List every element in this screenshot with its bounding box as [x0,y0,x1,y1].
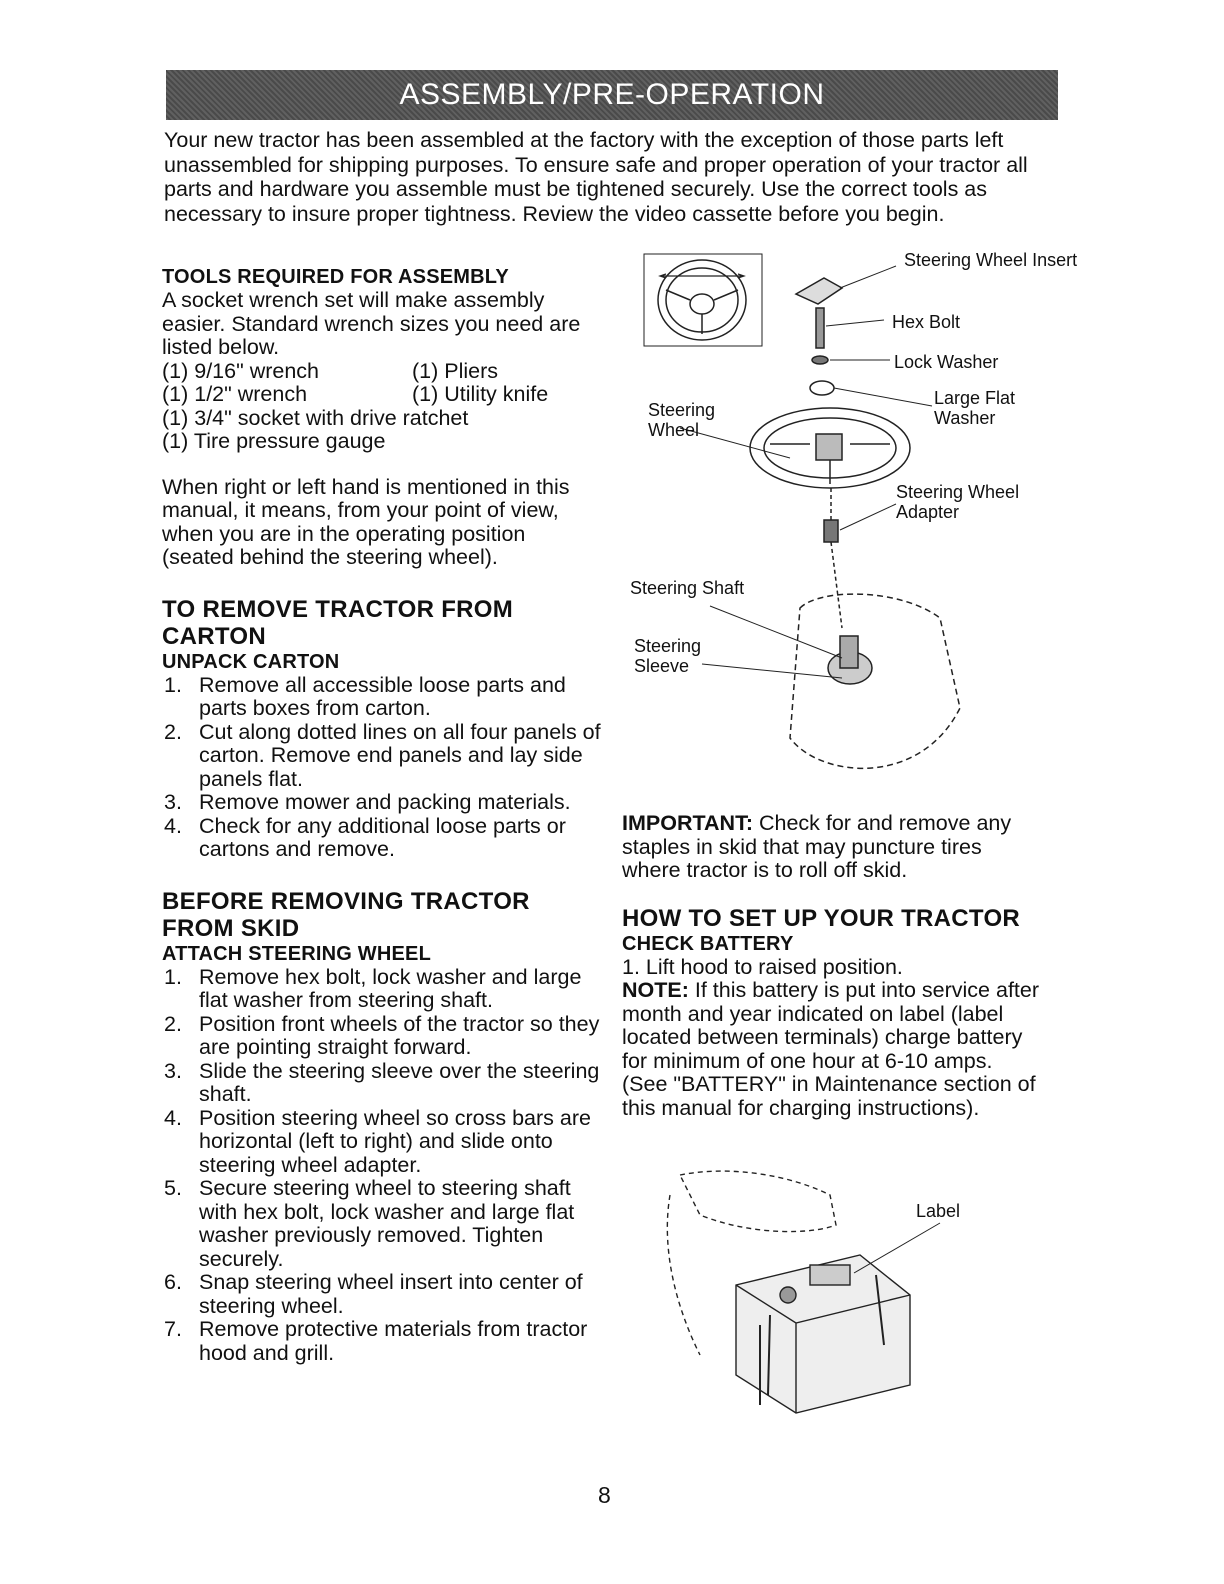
unpack-steps [162,674,602,862]
section-banner [166,70,1058,120]
label-flat-washer: Large Flat Washer [934,388,1016,428]
tool-item: (1) 9/16" wrench [162,358,320,383]
label-adapter: Steering Wheel Adapter [896,482,1020,522]
list-item: 7. Remove protective materials from tractor hood and grill. [164,1317,588,1365]
list-item: 6. Snap steering wheel insert into center of steering wheel. [164,1270,583,1318]
remove-heading: TO REMOVE TRACTOR FROM CARTON [162,595,514,650]
attach-subheading: ATTACH STEERING WHEEL [162,942,432,965]
intro-paragraph: Your new tractor has been assembled at the factory with the exception of those parts left unassembled for shipping purposes. To ensure safe and proper operation of your tractor all parts and hardware you assemble must be tightened securely. Use the correct tools as necessary to insure proper tightness. Review the video cassette before you begin. [164,128,1028,226]
important-note: IMPORTANT: Check for and remove any staples in skid that may puncture tires where tractor is to roll off skid. [622,811,1012,882]
battery-figure [640,1155,1000,1425]
orientation-note: When right or left hand is mentioned in this manual, it means, from your point of view, when you are in the operating position (seated behind the steering wheel). [162,474,570,569]
label-battery-label: Label [916,1201,961,1221]
list-item: 1. Remove hex bolt, lock washer and large flat washer from steering shaft. [164,964,582,1012]
tools-text: A socket wrench set will make assembly easier. Standard wrench sizes you need are listed below. [162,288,581,359]
tool-item: (1) Tire pressure gauge [162,429,386,453]
tools-list [162,360,602,454]
battery-step: 1. Lift hood to raised position. [622,954,903,979]
steering-assembly-figure [620,248,1078,808]
unpack-subheading: UNPACK CARTON [162,650,340,673]
battery-subheading: CHECK BATTERY [622,932,794,955]
label-hex-bolt: Hex Bolt [892,312,961,332]
list-item: 5. Secure steering wheel to steering shaft with hex bolt, lock washer and large flat washer previously removed. Tighten securely. [164,1176,575,1271]
list-item: 4. Position steering wheel so cross bars are horizontal (left to right) and slide onto steering wheel adapter. [164,1105,591,1177]
label-wheel-insert: Steering Wheel Insert [904,250,1078,270]
steering-diagram [620,248,1060,808]
label-steering-shaft: Steering Shaft [630,578,745,598]
list-item: 3. Slide the steering sleeve over the steering shaft. [164,1058,600,1106]
battery-diagram [640,1155,1000,1425]
list-item: 4. Check for any additional loose parts or cartons and remove. [164,813,566,861]
setup-heading: HOW TO SET UP YOUR TRACTOR [622,904,1021,932]
left-column [162,265,602,1365]
label-steering-sleeve: Steering Sleeve [634,636,702,676]
section-title: ASSEMBLY/PRE-OPERATION [399,78,825,111]
tool-item: (1) Pliers [412,358,499,383]
tool-item: (1) 1/2" wrench [162,382,308,406]
list-item: 3. Remove mower and packing materials. [164,790,571,814]
battery-note: NOTE: If this battery is put into service after month and year indicated on label (label located between terminals) charge battery for minimum of one hour at 6-10 amps. (See "BATTERY" in Maintenance section of this manual for charging instructions). [622,978,1040,1120]
skid-heading: BEFORE REMOVING TRACTOR FROM SKID [162,887,530,942]
list-item: 2. Position front wheels of the tractor so they are pointing straight forward. [164,1011,600,1059]
attach-steps [162,966,602,1366]
tool-item: (1) Utility knife [412,382,549,406]
right-column [622,812,1042,1120]
page-number: 8 [598,1482,611,1508]
tool-item: (1) 3/4" socket with drive ratchet [162,405,469,430]
tools-heading: TOOLS REQUIRED FOR ASSEMBLY [162,266,509,288]
list-item: 2. Cut along dotted lines on all four panels of carton. Remove end panels and lay side panels flat. [164,719,601,791]
label-steering-wheel: Steering Wheel [648,400,716,440]
label-lock-washer: Lock Washer [894,352,999,372]
list-item: 1. Remove all accessible loose parts and parts boxes from carton. [164,672,566,720]
